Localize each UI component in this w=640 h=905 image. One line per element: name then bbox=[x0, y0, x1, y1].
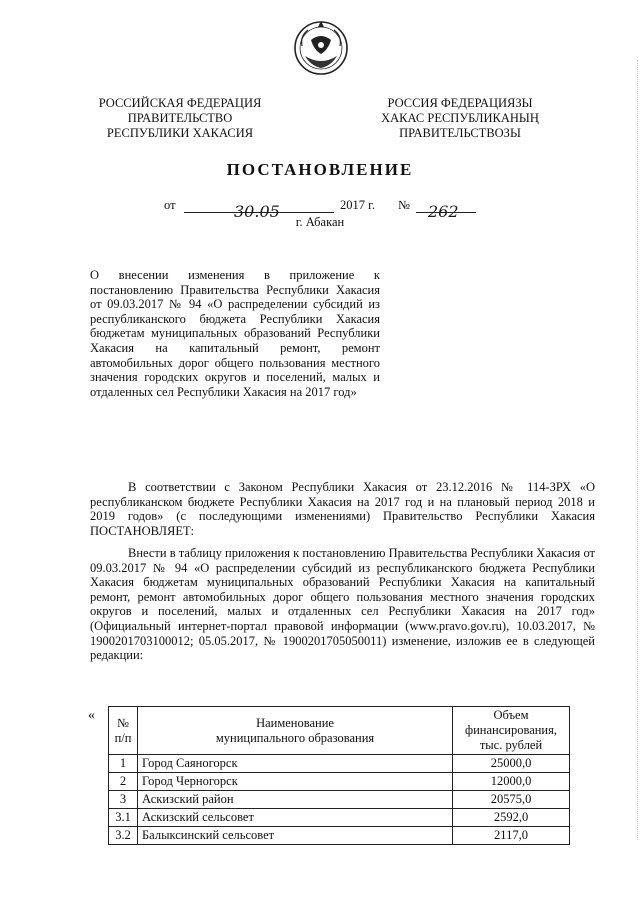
row-num: 3.2 bbox=[109, 827, 138, 845]
header-num-line: № bbox=[117, 715, 129, 730]
table-row bbox=[109, 791, 570, 809]
header-right-line: РОССИЯ ФЕДЕРАЦИЯЗЫ bbox=[387, 96, 533, 110]
row-name: Аскизский сельсовет bbox=[138, 809, 453, 827]
body-paragraph: Внести в таблицу приложения к постановлению Правительства Республики Хакасия от 09.03.2017 № 94 «О распределении субсидий из республиканского бюджета Республики Хакасия бюджетам муниципальных образований Республики Хакасия на капитальный ремонт, ремонт автомобильных дорог общего пользования местного значения городских округов и поселений, малых и отдаленных сел Республики Хакасия на 2017 год» (Официальный интернет-портал правовой информации (www.pravo.gov.ru), 10.03.2017, № 1900201703100012; 05.05.2017, № 1900201705050011) изменение, изложив ее в следующей редакции: bbox=[90, 546, 595, 663]
row-amount: 12000,0 bbox=[453, 773, 570, 791]
row-num: 1 bbox=[109, 755, 138, 773]
date-handwritten: 30.05 bbox=[234, 202, 280, 221]
header-name-line: муниципального образования bbox=[215, 730, 375, 745]
table-header-row bbox=[109, 707, 570, 755]
row-amount: 20575,0 bbox=[453, 791, 570, 809]
header-name bbox=[138, 707, 453, 755]
header-right-line: ХАКАС РЕСПУБЛИКАНЫҢ bbox=[381, 111, 539, 125]
funding-table bbox=[108, 706, 570, 845]
row-amount: 2592,0 bbox=[453, 809, 570, 827]
header-amount bbox=[453, 707, 570, 755]
document-title: ПОСТАНОВЛЕНИЕ bbox=[226, 160, 414, 179]
number-sign: № bbox=[398, 198, 410, 212]
header-num-line: п/п bbox=[114, 730, 132, 745]
header-name-line: Наименование bbox=[256, 715, 334, 730]
row-num: 2 bbox=[109, 773, 138, 791]
date-underline bbox=[184, 198, 334, 221]
row-amount: 25000,0 bbox=[453, 755, 570, 773]
header-right-line: ПРАВИТЕЛЬСТВОЗЫ bbox=[399, 126, 521, 140]
table-row bbox=[109, 755, 570, 773]
header-left-line: ПРАВИТЕЛЬСТВО bbox=[127, 111, 233, 125]
row-name: Балыксинский сельсовет bbox=[138, 827, 453, 845]
row-name: Город Саяногорск bbox=[138, 755, 453, 773]
header-num bbox=[109, 707, 138, 755]
number-handwritten: 262 bbox=[428, 202, 459, 221]
row-num: 3 bbox=[109, 791, 138, 809]
document-subject: О внесении изменения в приложение к постановлению Правительства Республики Хакасия от 09.03.2017 № 94 «О распределении субсидий из республиканского бюджета Республики Хакасия бюджетам муниципальных образований Республики Хакасия на капитальный ремонт, ремонт автомобильных дорог общего пользования местного значения городских округов и поселений, малых и отдаленных сел Республики Хакасия на 2017 год» bbox=[90, 268, 380, 399]
header-amount-line: Объем bbox=[493, 708, 529, 722]
header-left-line: РОССИЙСКАЯ ФЕДЕРАЦИЯ bbox=[98, 96, 262, 110]
coat-of-arms-emblem bbox=[292, 18, 350, 76]
year-label: 2017 г. bbox=[340, 198, 375, 212]
row-num: 3.1 bbox=[109, 809, 138, 827]
city-label: г. Абакан bbox=[295, 215, 345, 229]
table-row bbox=[109, 809, 570, 827]
body-paragraph: В соответствии с Законом Республики Хакасия от 23.12.2016 № 114-ЗРХ «О республиканском бюджете Республики Хакасия на 2017 год и на плановый период 2018 и 2019 годов» (с последующими изменениями) Правительство Республики Хакасия ПОСТАНОВЛЯЕТ: bbox=[90, 480, 595, 538]
header-right-block bbox=[350, 96, 570, 141]
scan-edge bbox=[636, 60, 638, 840]
table-row bbox=[109, 827, 570, 845]
header-amount-line: тыс. рублей bbox=[479, 738, 543, 752]
header-amount-line: финансирования, bbox=[465, 723, 557, 737]
row-amount: 2117,0 bbox=[453, 827, 570, 845]
row-name: Город Черногорск bbox=[138, 773, 453, 791]
date-prefix: от bbox=[164, 198, 176, 212]
date-number-line bbox=[140, 194, 540, 221]
header-left-block bbox=[70, 96, 290, 141]
header-left-line: РЕСПУБЛИКИ ХАКАСИЯ bbox=[106, 126, 254, 140]
row-name: Аскизский район bbox=[138, 791, 453, 809]
table-row bbox=[109, 773, 570, 791]
number-underline bbox=[416, 198, 476, 221]
table-open-quote: « bbox=[88, 708, 95, 723]
